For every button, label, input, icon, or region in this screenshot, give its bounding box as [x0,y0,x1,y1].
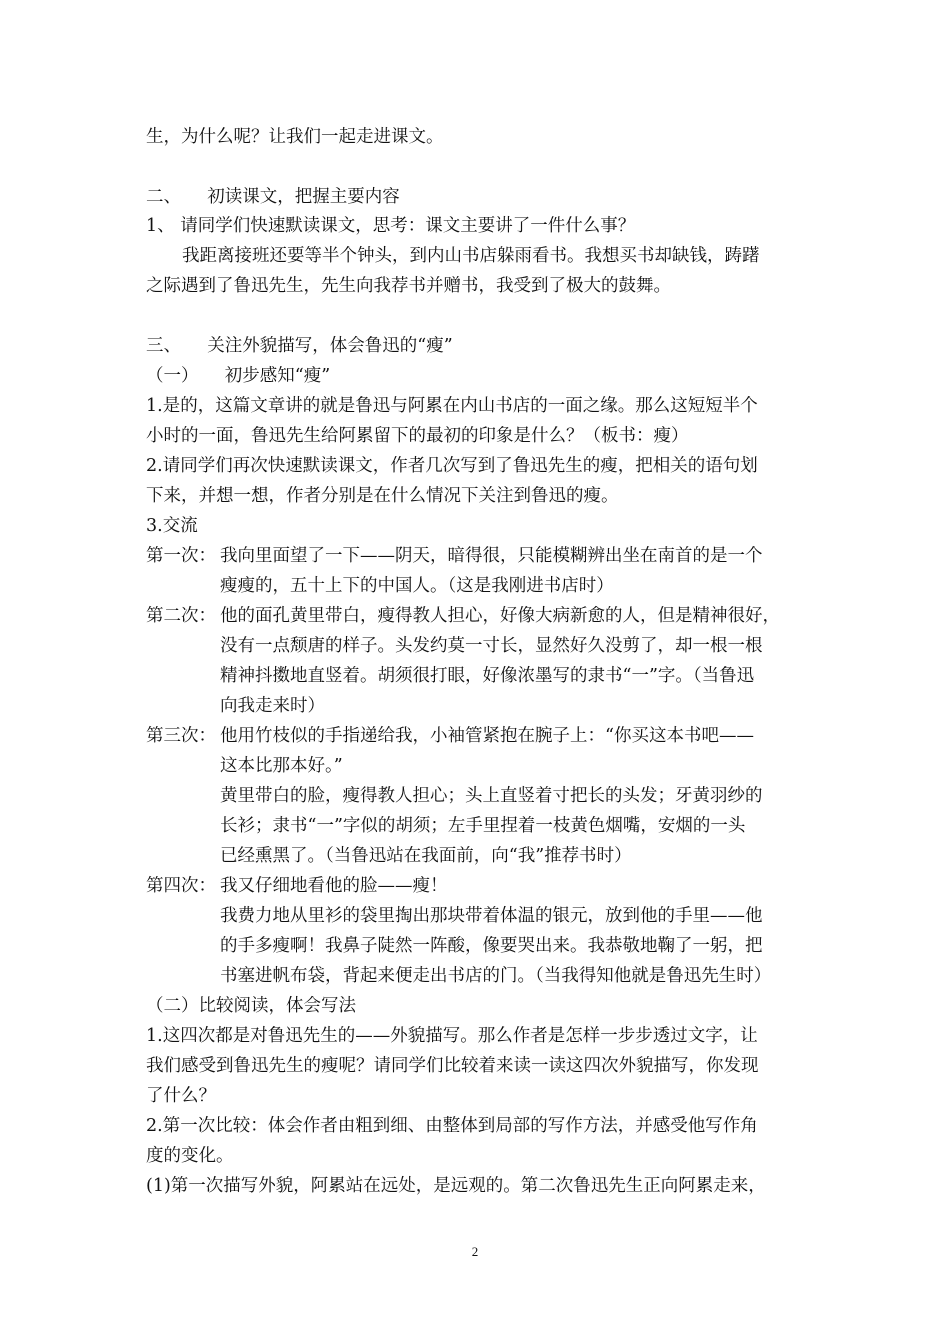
second-line: 他的面孔黄里带白，瘦得教人担心，好像大病新愈的人，但是精神很好， [220,606,780,626]
paragraph-2-line: 下来，并想一想，作者分别是在什么情况下关注到鲁迅的瘦。 [146,486,619,506]
first-line: 我向里面望了一下——阴天，暗得很，只能模糊辨出坐在南首的是一个 [220,546,763,566]
second-line: 向我走来时） [220,696,325,716]
section-3-heading: 三、 关注外貌描写，体会鲁迅的“瘦” [146,336,453,356]
fourth-line: 书塞进帆布袋，背起来便走出书店的门。（当我得知他就是鲁迅先生时） [220,966,772,986]
paragraph-1-line: 小时的一面，鲁迅先生给阿累留下的最初的印象是什么？（板书：瘦） [146,426,689,446]
third-line: 长衫；隶书“一”字似的胡须；左手里捏着一枝黄色烟嘴，安烟的一头 [220,816,746,836]
subheading-1: （一） 初步感知“瘦” [146,366,331,386]
second-label: 第二次： [146,606,216,626]
section-2-heading: 二、 初读课文，把握主要内容 [146,187,400,207]
fourth-line: 我费力地从里衫的袋里掏出那块带着体温的银元，放到他的手里——他 [220,906,763,926]
third-label: 第三次： [146,726,216,746]
paragraph-2-line: 2.请同学们再次快速默读课文，作者几次写到了鲁迅先生的瘦，把相关的语句划 [146,456,758,476]
paragraph-1-line: 1.是的，这篇文章讲的就是鲁迅与阿累在内山书店的一面之缘。那么这短短半个 [146,396,758,416]
subheading-2: （二）比较阅读，体会写法 [146,996,356,1016]
fourth-line: 的手多瘦啊！我鼻子陡然一阵酸，像要哭出来。我恭敬地鞠了一躬，把 [220,936,763,956]
fourth-line: 我又仔细地看他的脸——瘦！ [220,876,448,896]
intro-tail: 生，为什么呢？让我们一起走进课文。 [146,127,444,147]
compare-1-line: 1.这四次都是对鲁迅先生的——外貌描写。那么作者是怎样一步步透过文字，让 [146,1026,758,1046]
second-line: 没有一点颓唐的样子。头发约莫一寸长，显然好久没剪了，却一根一根 [220,636,763,656]
section-2-question: 1、 请同学们快速默读课文，思考：课文主要讲了一件什么事？ [146,216,636,236]
compare-1-line: 我们感受到鲁迅先生的瘦呢？请同学们比较着来读一读这四次外貌描写，你发现 [146,1056,759,1076]
first-line: 瘦瘦的，五十上下的中国人。（这是我刚进书店时） [220,576,614,596]
third-line: 黄里带白的脸，瘦得教人担心；头上直竖着寸把长的头发；牙黄羽纱的 [220,786,763,806]
compare-1-line: 了什么？ [146,1086,216,1106]
first-label: 第一次： [146,546,216,566]
paragraph-3: 3.交流 [146,516,198,536]
section-2-answer-line: 之际遇到了鲁迅先生，先生向我荐书并赠书，我受到了极大的鼓舞。 [146,276,671,296]
page-number: 2 [471,1244,479,1259]
third-line: 他用竹枝似的手指递给我，小袖管紧抱在腕子上：“你买这本书吧—— [220,726,754,746]
compare-2-line: 度的变化。 [146,1146,234,1166]
compare-2-line: 2.第一次比较：体会作者由粗到细、由整体到局部的写作方法，并感受他写作角 [146,1116,758,1136]
third-line: 这本比那本好。” [220,756,343,776]
second-line: 精神抖擞地直竖着。胡须很打眼，好像浓墨写的隶书“一”字。（当鲁迅 [220,666,755,686]
third-line: 已经熏黑了。（当鲁迅站在我面前，向“我”推荐书时） [220,846,632,866]
fourth-label: 第四次： [146,876,216,896]
section-2-answer-line: 我距离接班还要等半个钟头，到内山书店躲雨看书。我想买书却缺钱，踌躇 [182,246,760,266]
compare-3-line: (1)第一次描写外貌，阿累站在远处，是远观的。第二次鲁迅先生正向阿累走来， [146,1176,766,1196]
